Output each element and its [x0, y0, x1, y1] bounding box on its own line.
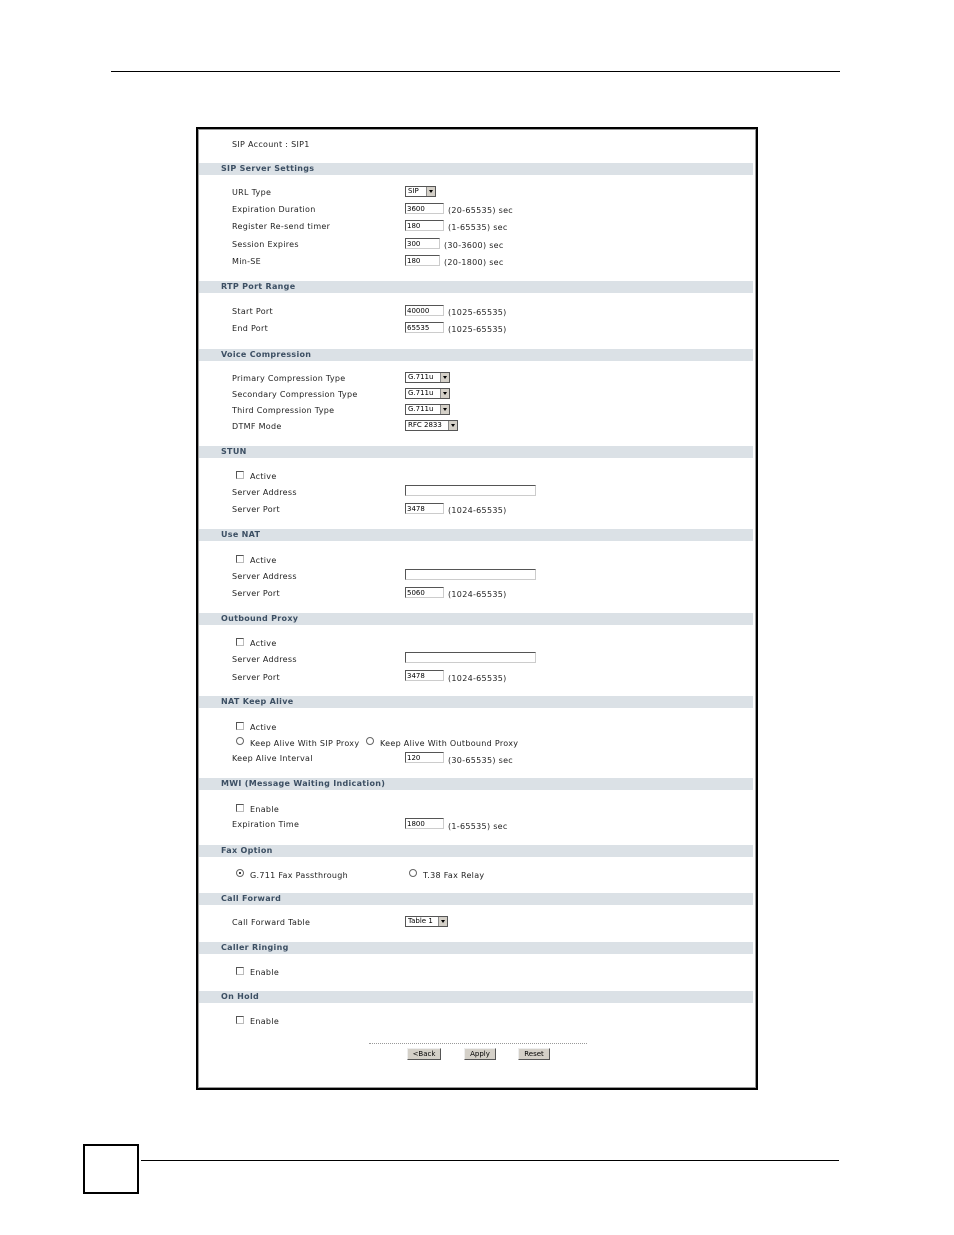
keepalive-outbound-radio[interactable]	[366, 737, 374, 745]
keepalive-sip-proxy-label: Keep Alive With SIP Proxy	[250, 739, 360, 748]
fax-t38-radio[interactable]	[409, 869, 417, 877]
end-port-input[interactable]: 65535	[405, 322, 444, 333]
header-rule	[111, 71, 840, 72]
section-outbound-proxy: Outbound Proxy	[199, 613, 753, 625]
section-fax-option: Fax Option	[199, 845, 753, 857]
chevron-down-icon	[438, 917, 447, 926]
mwi-enable-label: Enable	[250, 805, 280, 814]
primary-compression-value: G.711u	[408, 373, 434, 381]
back-button[interactable]: <Back	[407, 1048, 441, 1060]
mwi-expiration-hint: (1-65535) sec	[448, 822, 508, 831]
keepalive-interval-hint: (30-65535) sec	[448, 756, 513, 765]
mwi-expiration-label: Expiration Time	[232, 820, 300, 829]
sip-account-label: SIP Account : SIP1	[232, 140, 310, 149]
min-se-label: Min-SE	[232, 257, 262, 266]
fax-g711-radio[interactable]	[236, 869, 244, 877]
dtmf-mode-value: RFC 2833	[408, 421, 442, 429]
caller-ringing-enable-checkbox[interactable]	[236, 967, 244, 975]
section-stun: STUN	[199, 446, 753, 458]
stun-active-checkbox[interactable]	[236, 471, 244, 479]
keepalive-interval-label: Keep Alive Interval	[232, 754, 313, 763]
min-se-input[interactable]: 180	[405, 255, 440, 266]
url-type-select[interactable]	[405, 186, 436, 197]
session-expires-label: Session Expires	[232, 240, 299, 249]
stun-server-port-input[interactable]: 3478	[405, 503, 444, 514]
third-compression-value: G.711u	[408, 405, 434, 413]
stun-server-address-input[interactable]	[405, 485, 536, 496]
keepalive-outbound-label: Keep Alive With Outbound Proxy	[380, 739, 519, 748]
register-resend-label: Register Re-send timer	[232, 222, 331, 231]
fax-g711-label: G.711 Fax Passthrough	[250, 871, 349, 880]
expiration-duration-label: Expiration Duration	[232, 205, 316, 214]
third-compression-label: Third Compression Type	[232, 406, 335, 415]
section-call-forward: Call Forward	[199, 893, 753, 905]
stun-server-port-hint: (1024-65535)	[448, 506, 507, 515]
keepalive-sip-proxy-radio[interactable]	[236, 737, 244, 745]
form-panel	[198, 129, 756, 1088]
section-mwi: MWI (Message Waiting Indication)	[199, 778, 753, 790]
sip-account-screen	[196, 127, 758, 1090]
dtmf-mode-select[interactable]	[405, 420, 458, 431]
section-sip-server-settings: SIP Server Settings	[199, 163, 753, 175]
chevron-down-icon	[426, 187, 435, 196]
nat-server-port-input[interactable]: 5060	[405, 587, 444, 598]
min-se-hint: (20-1800) sec	[444, 258, 504, 267]
page-number-box	[83, 1144, 139, 1194]
section-on-hold: On Hold	[199, 991, 753, 1003]
on-hold-enable-label: Enable	[250, 1017, 280, 1026]
on-hold-enable-checkbox[interactable]	[236, 1016, 244, 1024]
keepalive-interval-input[interactable]: 120	[405, 752, 444, 763]
chevron-down-icon	[448, 421, 457, 430]
start-port-hint: (1025-65535)	[448, 308, 507, 317]
nat-active-label: Active	[250, 556, 277, 565]
stun-server-address-label: Server Address	[232, 488, 297, 497]
nat-server-port-hint: (1024-65535)	[448, 590, 507, 599]
url-type-label: URL Type	[232, 188, 272, 197]
proxy-server-address-label: Server Address	[232, 655, 297, 664]
call-forward-table-select[interactable]	[405, 916, 448, 927]
fax-t38-label: T.38 Fax Relay	[423, 871, 485, 880]
proxy-server-port-hint: (1024-65535)	[448, 674, 507, 683]
apply-button[interactable]: Apply	[464, 1048, 496, 1060]
secondary-compression-value: G.711u	[408, 389, 434, 397]
call-forward-table-label: Call Forward Table	[232, 918, 311, 927]
keepalive-active-label: Active	[250, 723, 277, 732]
register-resend-input[interactable]: 180	[405, 220, 444, 231]
secondary-compression-label: Secondary Compression Type	[232, 390, 358, 399]
call-forward-table-value: Table 1	[408, 917, 433, 925]
third-compression-select[interactable]	[405, 404, 450, 415]
session-expires-hint: (30-3600) sec	[444, 241, 504, 250]
proxy-server-address-input[interactable]	[405, 652, 536, 663]
proxy-server-port-input[interactable]: 3478	[405, 670, 444, 681]
nat-server-address-label: Server Address	[232, 572, 297, 581]
proxy-active-label: Active	[250, 639, 277, 648]
proxy-active-checkbox[interactable]	[236, 638, 244, 646]
reset-button[interactable]: Reset	[518, 1048, 550, 1060]
button-divider	[369, 1043, 587, 1044]
end-port-label: End Port	[232, 324, 269, 333]
chevron-down-icon	[440, 405, 449, 414]
primary-compression-select[interactable]	[405, 372, 450, 383]
primary-compression-label: Primary Compression Type	[232, 374, 346, 383]
caller-ringing-enable-label: Enable	[250, 968, 280, 977]
section-voice-compression: Voice Compression	[199, 349, 753, 361]
start-port-input[interactable]: 40000	[405, 305, 444, 316]
mwi-expiration-input[interactable]: 1800	[405, 818, 444, 829]
expiration-duration-hint: (20-65535) sec	[448, 206, 513, 215]
url-type-value: SIP	[408, 187, 419, 195]
section-nat-keep-alive: NAT Keep Alive	[199, 696, 753, 708]
mwi-enable-checkbox[interactable]	[236, 804, 244, 812]
dtmf-mode-label: DTMF Mode	[232, 422, 282, 431]
nat-server-port-label: Server Port	[232, 589, 280, 598]
section-caller-ringing: Caller Ringing	[199, 942, 753, 954]
chevron-down-icon	[440, 389, 449, 398]
proxy-server-port-label: Server Port	[232, 673, 280, 682]
end-port-hint: (1025-65535)	[448, 325, 507, 334]
section-use-nat: Use NAT	[199, 529, 753, 541]
nat-server-address-input[interactable]	[405, 569, 536, 580]
chevron-down-icon	[440, 373, 449, 382]
secondary-compression-select[interactable]	[405, 388, 450, 399]
register-resend-hint: (1-65535) sec	[448, 223, 508, 232]
session-expires-input[interactable]: 300	[405, 238, 440, 249]
stun-server-port-label: Server Port	[232, 505, 280, 514]
keepalive-active-checkbox[interactable]	[236, 722, 244, 730]
stun-active-label: Active	[250, 472, 277, 481]
nat-active-checkbox[interactable]	[236, 555, 244, 563]
expiration-duration-input[interactable]: 3600	[405, 203, 444, 214]
start-port-label: Start Port	[232, 307, 273, 316]
section-rtp-port-range: RTP Port Range	[199, 281, 753, 293]
footer-rule	[141, 1160, 839, 1161]
